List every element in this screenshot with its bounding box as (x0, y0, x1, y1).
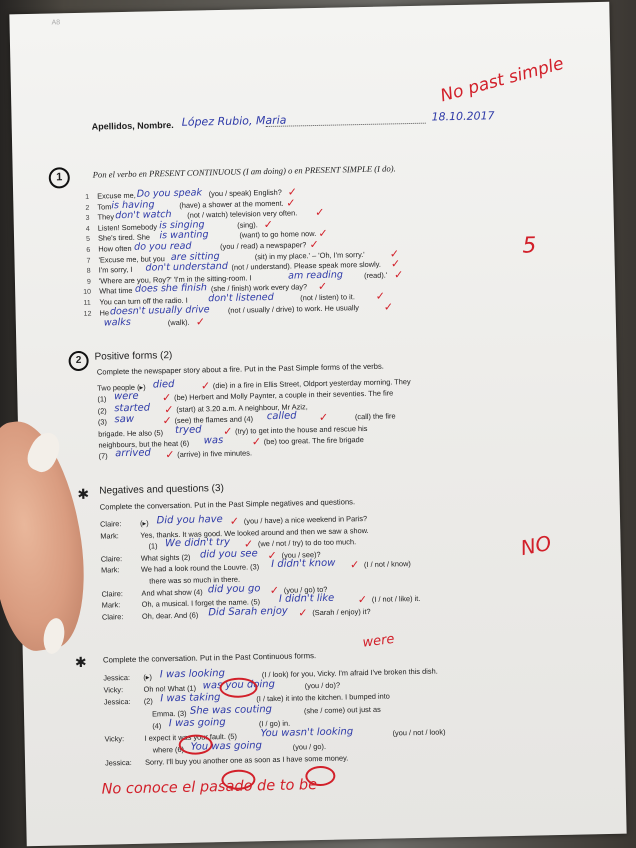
student-answer: did you see (199, 548, 258, 561)
speaker-name: Claire: (101, 611, 124, 622)
check-mark-icon: ✓ (287, 185, 297, 199)
item-number: 4 (85, 225, 90, 233)
item-prompt: They (97, 212, 115, 222)
speaker-name: Claire: (99, 519, 122, 529)
check-mark-icon: ✓ (393, 267, 404, 282)
dialogue-text: Yes, thanks. It was good. We looked around and then we saw a show. (140, 525, 369, 540)
student-answer: is singing (159, 219, 205, 232)
speaker-name: Claire: (101, 588, 123, 599)
section-2-instruction: Complete the newspaper story about a fire. Put in the Past Simple forms of the verbs. (96, 361, 384, 377)
dialogue-text: (you / not / look) (392, 727, 446, 738)
dialogue-text: We had a look round the Louvre. (3) (140, 562, 260, 575)
story-text: Two people (▸) (97, 382, 146, 393)
student-answer: are sitting (170, 250, 220, 263)
item-verb-hint: (not / listen) to it. (300, 292, 355, 303)
student-answer: do you read (133, 240, 192, 253)
student-answer: I was going (168, 716, 226, 729)
dialogue-text: (▸) (143, 672, 152, 682)
check-mark-icon: ✓ (243, 537, 254, 551)
item-verb-hint: (want) to go home now. (239, 229, 317, 240)
item-number: 11 (83, 299, 91, 307)
section-3-title: Negatives and questions (3) (99, 482, 224, 497)
item-prompt: You can turn off the radio. I (99, 295, 188, 307)
student-answer: tryed (174, 424, 202, 436)
student-answer: I didn't know (271, 558, 336, 571)
item-number: 7 (86, 257, 91, 265)
name-label: Apellidos, Nombre. (91, 119, 174, 132)
speaker-name: Mark: (101, 600, 121, 610)
student-answer: We didn't try (165, 537, 231, 550)
dialogue-text: (I / look) for you, Vicky. I'm afraid I've broken this dish. (261, 666, 438, 680)
student-answer: does she finish (134, 282, 208, 296)
student-answer: were (113, 391, 139, 403)
item-number: 5 (86, 236, 91, 244)
dialogue-text: (▸) (139, 518, 149, 528)
student-answer: Did Sarah enjoy (208, 605, 288, 619)
section-3-instruction: Complete the conversation. Put in the Past Simple negatives and questions. (99, 497, 356, 512)
dialogue-text: (I / not / like) it. (371, 594, 421, 605)
dialogue-text: Oh, dear. And (6) (141, 610, 199, 621)
check-mark-icon: ✓ (200, 379, 211, 393)
item-prompt: He (99, 307, 110, 318)
item-prompt: She's tired. She (97, 232, 151, 243)
check-mark-icon: ✓ (164, 402, 174, 417)
speaker-name: Vicky: (103, 685, 124, 695)
item-verb-hint: (walk). (167, 317, 190, 328)
story-text: (start) at 3.20 a.m. A neighbour, Mr Aziz, (176, 402, 308, 414)
student-answer: You was going (190, 740, 263, 753)
item-prompt: How often (98, 243, 132, 254)
check-mark-icon: ✓ (309, 237, 319, 252)
story-text: neighbours, but the heat (6) (98, 438, 190, 450)
check-mark-icon: ✓ (298, 606, 308, 620)
check-mark-icon: ✓ (318, 410, 329, 425)
dialogue-text: Oh, a musical. I forget the name. (5) (141, 597, 261, 609)
correction-circle (219, 677, 257, 698)
student-name: López Rubio, Maria (181, 113, 287, 129)
item-prompt: Excuse me, (97, 190, 136, 201)
item-prompt: 'Where are you, Roy?' 'I'm in the sitting-room. I (98, 273, 252, 286)
section-2-title: Positive forms (2) (94, 350, 173, 363)
check-mark-icon: ✓ (317, 280, 328, 294)
check-mark-icon: ✓ (375, 289, 386, 303)
story-text: (7) (98, 451, 108, 461)
item-prompt: 'Excuse me, but you (98, 253, 165, 265)
check-mark-icon: ✓ (286, 196, 296, 210)
star-bullet: ✱ (74, 653, 87, 671)
speaker-name: Mark: (100, 530, 119, 541)
student-answer: saw (114, 414, 135, 426)
item-verb-hint: (not / usually / drive) to work. He usually (227, 302, 359, 315)
story-text: brigade. He also (5) (98, 427, 164, 439)
worksheet-page (9, 2, 626, 846)
item-prompt: Listen! Somebody (97, 222, 158, 233)
speaker-name: Vicky: (104, 734, 125, 744)
story-text: (be) Herbert and Molly Paynter, a couple in their seventies. The fire (173, 388, 394, 403)
student-answer: I didn't like (278, 592, 335, 606)
dialogue-text: (you / go) to? (283, 584, 328, 595)
student-answer: died (152, 378, 175, 391)
item-verb-hint: (you / speak) English? (208, 187, 282, 199)
dialogue-text: (she / come) out just as (303, 704, 381, 715)
dialogue-text: there was so much in there. (149, 574, 241, 586)
item-number: 9 (86, 278, 91, 286)
check-mark-icon: ✓ (357, 593, 368, 607)
dialogue-text: (I / go) in. (258, 718, 291, 729)
story-text: (1) (97, 394, 107, 405)
student-answer: Did you have (156, 514, 223, 527)
check-mark-icon: ✓ (389, 246, 400, 261)
item-prompt: What time (99, 286, 133, 296)
student-answer: started (114, 402, 151, 415)
student-answer: don't understand (145, 261, 229, 274)
item-verb-hint: (not / understand). Please speak more slowly. (231, 259, 381, 272)
dialogue-text: (you / do)? (304, 680, 341, 691)
item-verb-hint: (have) a shower at the moment. (179, 198, 284, 210)
check-mark-icon: ✓ (390, 257, 401, 271)
dialogue-text: Emma. (3) (151, 708, 187, 719)
check-mark-icon: ✓ (195, 315, 206, 329)
story-text: (arrive) in five minutes. (177, 448, 253, 460)
check-mark-icon: ✓ (222, 424, 233, 438)
section-4-instruction: Complete the conversation. Put in the Past Continuous forms. (102, 651, 317, 665)
speaker-name: Jessica: (104, 758, 132, 768)
check-mark-icon: ✓ (161, 391, 172, 405)
date-handwritten: 18.10.2017 (431, 109, 495, 124)
item-verb-hint: (read).' (363, 270, 388, 280)
item-number: 6 (86, 246, 91, 254)
dialogue-text: And what show (4) (141, 587, 203, 598)
check-mark-icon: ✓ (318, 227, 328, 241)
speaker-name: Mark: (100, 565, 120, 575)
dialogue-text: (I / take) it into the kitchen. I bumped into (256, 691, 390, 704)
speaker-name: Jessica: (103, 697, 131, 707)
margin-mark-no: NO (518, 530, 554, 561)
student-answer: I was looking (159, 668, 226, 681)
section-1-number: 1 (49, 167, 70, 188)
margin-mark-5: 5 (522, 233, 537, 259)
story-text: (try) to get into the house and rescue his (235, 423, 368, 436)
teacher-note-no-past-simple: No past simple (438, 53, 566, 107)
student-answer: was (203, 434, 224, 447)
item-prompt: I'm sorry, I (98, 265, 133, 275)
corner-mark: A8 (51, 19, 61, 27)
dialogue-text: I expect it was your fault. (5) (144, 731, 238, 743)
check-mark-icon: ✓ (349, 558, 360, 572)
dialogue-text: Oh no! What (1) (143, 683, 197, 694)
check-mark-icon: ✓ (315, 206, 325, 220)
story-text: (2) (97, 406, 107, 416)
dialogue-text: (1) (148, 541, 158, 551)
student-answer: arrived (115, 447, 151, 460)
item-number: 1 (85, 193, 90, 201)
dialogue-text: (I / not / know) (363, 559, 411, 570)
speaker-name: Claire: (100, 553, 123, 564)
student-answer: did you go (207, 582, 261, 595)
check-mark-icon: ✓ (383, 299, 394, 314)
check-mark-icon: ✓ (162, 414, 172, 428)
story-text: (be) too great. The fire brigade (263, 435, 364, 447)
student-answer: don't listened (208, 291, 274, 305)
dialogue-text: Sorry. I'll buy you another one as soon as I have some money. (144, 753, 349, 768)
footer-note: No conoce el pasado de to be (101, 777, 318, 798)
dialogue-text: (you / go). (292, 742, 327, 752)
item-number: 12 (83, 310, 92, 318)
dialogue-text: (Sarah / enjoy) it? (312, 606, 371, 617)
item-number: 10 (83, 289, 92, 297)
item-verb-hint: (she / finish) work every day? (210, 282, 308, 294)
item-number: 3 (85, 214, 90, 223)
check-mark-icon: ✓ (263, 217, 274, 231)
student-answer: am reading (287, 269, 344, 282)
student-answer: She was couting (189, 703, 273, 717)
dialogue-text: (2) (143, 696, 153, 707)
item-verb-hint: (not / watch) television very often. (187, 208, 298, 220)
story-text: (die) in a fire in Ellis Street, Oldport yesterday morning. They (212, 377, 411, 391)
dialogue-text: (we / not / try) to do too much. (257, 537, 357, 549)
story-text: (see) the flames and (4) (174, 414, 254, 426)
item-verb-hint: (sit) in my place.' – 'Oh, I'm sorry.' (254, 249, 365, 261)
item-verb-hint: (you / read) a newspaper? (220, 240, 307, 252)
student-answer: called (266, 410, 297, 423)
check-mark-icon: ✓ (267, 548, 277, 562)
check-mark-icon: ✓ (165, 448, 175, 462)
student-answer: doesn't usually drive (109, 303, 210, 317)
dialogue-text: (you / have) a nice weekend in Paris? (243, 513, 368, 526)
story-text: (call) the fire (354, 411, 396, 422)
item-number: 8 (86, 267, 91, 275)
student-answer: don't watch (115, 209, 172, 222)
name-dotted-line (266, 123, 426, 127)
star-bullet: ✱ (77, 485, 90, 503)
check-mark-icon: ✓ (269, 583, 280, 597)
item-verb-hint: (sing). (237, 220, 258, 230)
item-prompt: Tom (97, 201, 112, 212)
speaker-name: Jessica: (103, 672, 131, 683)
dialogue-text: (4) (152, 721, 162, 731)
correction-were: were (361, 631, 396, 651)
dialogue-text: where (6) (152, 745, 185, 755)
check-mark-icon: ✓ (229, 514, 240, 528)
student-answer: walks (103, 316, 131, 329)
story-text: (3) (97, 417, 108, 427)
dialogue-text: (you / see)? (281, 549, 321, 560)
dialogue-text: What sights (2) (140, 552, 191, 563)
student-answer: is having (111, 198, 155, 211)
student-answer: is wanting (159, 229, 209, 242)
student-answer: I was taking (160, 692, 221, 705)
student-answer: Do you speak (136, 187, 203, 200)
section-1-instruction: Pon el verbo en PRESENT CONTINUOUS (I am doing) o en PRESENT SIMPLE (I do). (92, 163, 396, 180)
item-number: 2 (85, 204, 90, 212)
section-2-number: 2 (68, 351, 88, 371)
student-answer: You wasn't looking (260, 726, 354, 740)
student-answer: was you doing (202, 679, 276, 692)
check-mark-icon: ✓ (251, 435, 262, 449)
